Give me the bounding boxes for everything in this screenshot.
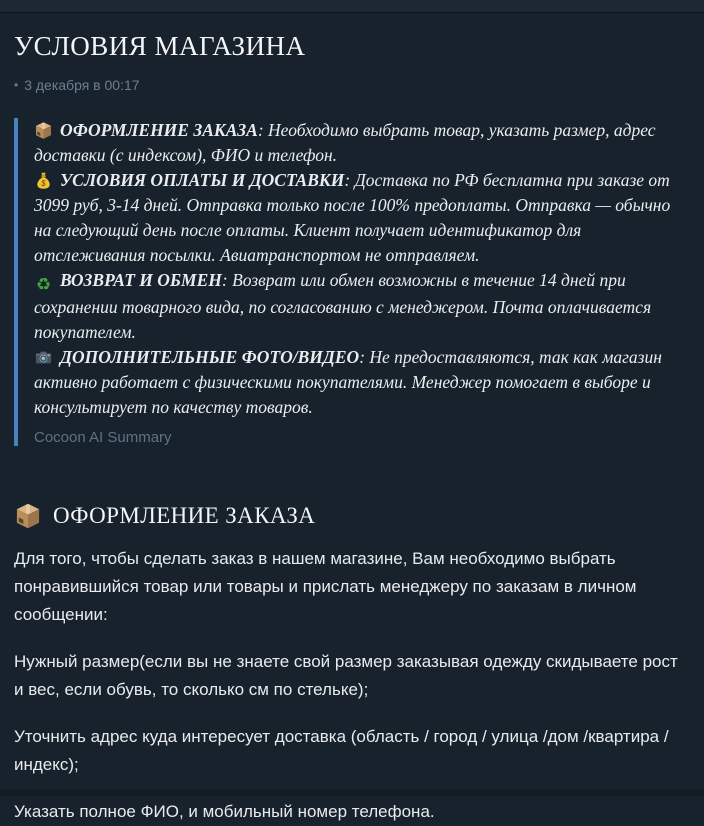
summary-item-returns <box>34 268 688 345</box>
recycle-icon: ♻ <box>35 275 52 295</box>
summary-item-text: : Возврат или обмен возможны в течение 14 дней при сохранении товарного вида, по согласованию с менеджером. Почта оплачивается покупателем. <box>34 270 652 342</box>
summary-item-payment-delivery <box>34 168 688 268</box>
summary-item-title: ОФОРМЛЕНИЕ ЗАКАЗА <box>60 120 258 140</box>
page-title: УСЛОВИЯ МАГАЗИНА <box>14 31 306 61</box>
section-header-ordering <box>14 502 690 530</box>
ai-summary-block <box>14 118 690 446</box>
summary-item-title: УСЛОВИЯ ОПЛАТЫ И ДОСТАВКИ <box>60 170 345 190</box>
summary-item-text: : Доставка по РФ бесплатна при заказе от 3099 руб, 3-14 дней. Отправка только после 100% предоплаты. Отправка — обычно на следующий день после оплаты. Клиент получает идентификатор для отслеживания посылки. Авиатранспортом не отправляем. <box>34 170 671 265</box>
post-date: 3 декабря в 00:17 <box>24 77 140 93</box>
body-paragraph: Для того, чтобы сделать заказ в нашем магазине, Вам необходимо выбрать понравившийся товар или товары и прислать менеджеру по заказам в личном сообщении: <box>14 549 637 624</box>
top-window-strip <box>0 0 704 13</box>
money-bag-icon <box>34 171 53 190</box>
post-meta <box>14 77 690 93</box>
package-icon <box>14 502 42 530</box>
summary-item-text: : Необходимо выбрать товар, указать размер, адрес доставки (с индексом), ФИО и телефон. <box>34 120 656 165</box>
body-paragraph: Нужный размер(если вы не знаете свой размер заказывая одежду скидываете рост и вес, если обувь, то сколько см по стельке); <box>14 652 678 699</box>
summary-item-title: ВОЗВРАТ И ОБМЕН <box>60 270 222 290</box>
section-body <box>14 545 690 826</box>
meta-bullet-separator: • <box>14 78 19 92</box>
summary-item-ordering <box>34 118 688 168</box>
post-content <box>0 30 704 826</box>
package-icon <box>34 121 53 140</box>
section-title: ОФОРМЛЕНИЕ ЗАКАЗА <box>53 503 316 528</box>
summary-item-photos-videos <box>34 345 688 420</box>
bottom-window-strip <box>0 789 704 796</box>
ai-summary-attribution: Cocoon AI Summary <box>34 429 172 446</box>
summary-item-title: ДОПОЛНИТЕЛЬНЫЕ ФОТО/ВИДЕО <box>60 347 360 367</box>
camera-icon <box>34 348 53 367</box>
summary-item-text: : Не предоставляются, так как магазин активно работает с физическими покупателями. Менеджер помогает в выборе и консультирует по качеству товаров. <box>34 347 662 417</box>
body-paragraph: Уточнить адрес куда интересует доставка (область / город / улица /дом /квартира / индекс); <box>14 727 669 774</box>
body-paragraph: Указать полное ФИО, и мобильный номер телефона. <box>14 802 435 821</box>
